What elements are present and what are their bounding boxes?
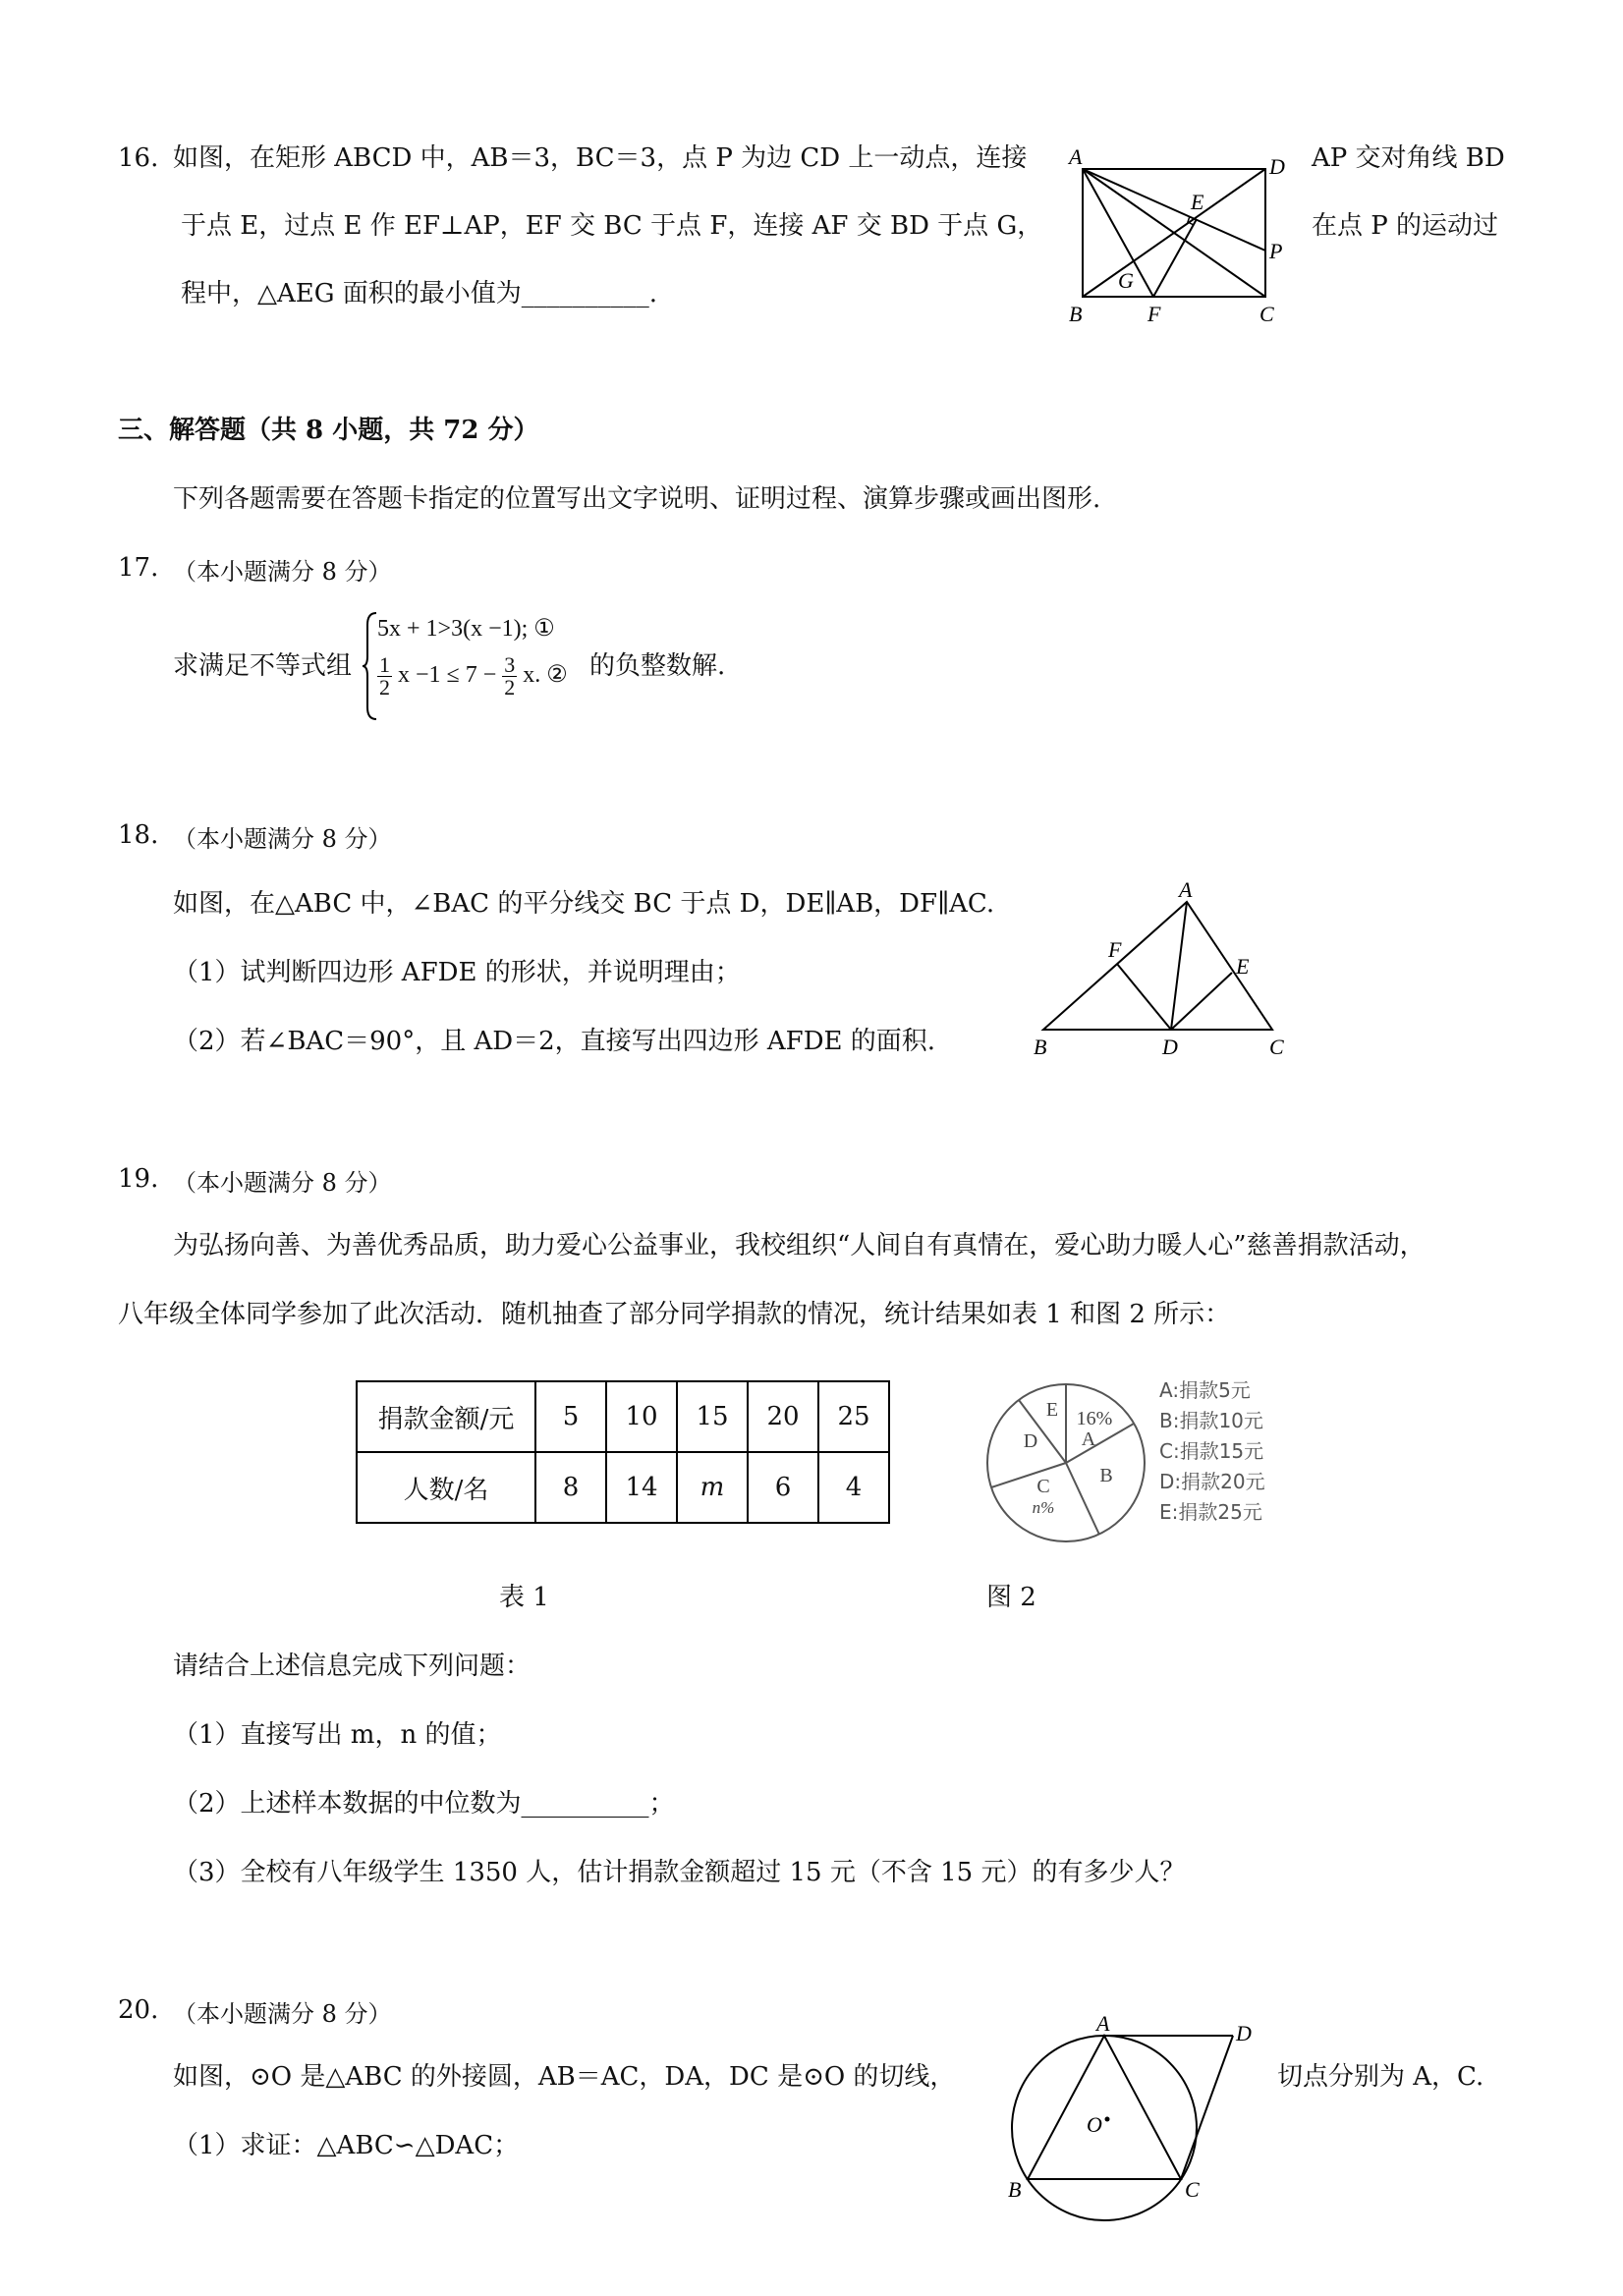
section3-title: 三、解答题（共 8 小题，共 72 分） bbox=[118, 416, 539, 445]
q20-label-O: O bbox=[1087, 2112, 1102, 2137]
q16-label-F: F bbox=[1147, 302, 1161, 326]
q20-score: （本小题满分 8 分） bbox=[173, 2000, 392, 2028]
q20-label-B: B bbox=[1008, 2177, 1022, 2202]
pie-label-b: B bbox=[1099, 1465, 1113, 1486]
table-cell: 25 bbox=[818, 1381, 889, 1452]
q18-intro: 如图，在△ABC 中，∠BAC 的平分线交 BC 于点 D，DE∥AB，DF∥AC. bbox=[173, 889, 995, 919]
q18-number: 18. bbox=[118, 820, 159, 850]
q17-inequality-2-end: x. ② bbox=[523, 662, 568, 689]
q19-figure-caption: 图 2 bbox=[986, 1583, 1036, 1612]
table-cell: 14 bbox=[606, 1452, 677, 1523]
q19-table-caption: 表 1 bbox=[499, 1583, 549, 1612]
pie-label-e: E bbox=[1045, 1399, 1059, 1421]
q19-part2: （2）上述样本数据的中位数为__________； bbox=[173, 1789, 675, 1819]
q16-label-D: D bbox=[1269, 154, 1285, 179]
section3-instruction: 下列各题需要在答题卡指定的位置写出文字说明、证明过程、演算步骤或画出图形. bbox=[173, 484, 1101, 514]
legend-item: E:捐款25元 bbox=[1159, 1500, 1262, 1524]
legend-item: B:捐款10元 bbox=[1159, 1409, 1263, 1432]
q20-intro-right: 切点分别为 A，C. bbox=[1277, 2062, 1484, 2092]
table-cell: 8 bbox=[535, 1452, 606, 1523]
q18-label-F: F bbox=[1108, 937, 1122, 962]
table-header-count: 人数/名 bbox=[357, 1452, 535, 1523]
q19-intro-line2: 八年级全体同学参加了此次活动．随机抽查了部分同学捐款的情况，统计结果如表 1 和图 2 所示： bbox=[118, 1300, 1231, 1329]
table-cell: 15 bbox=[677, 1381, 748, 1452]
q17-inequality-2 bbox=[377, 654, 568, 699]
legend-item: A:捐款5元 bbox=[1159, 1378, 1251, 1402]
q16-label-B: B bbox=[1069, 302, 1083, 326]
q16-label-C: C bbox=[1259, 302, 1274, 326]
legend-item: D:捐款20元 bbox=[1159, 1470, 1265, 1493]
q17-inequality-2-mid: x −1 ≤ 7 − bbox=[398, 662, 497, 689]
q16-rectangle-figure bbox=[1061, 138, 1297, 334]
pie-label-d: D bbox=[1023, 1430, 1038, 1452]
q19-part3: （3）全校有八年级学生 1350 人，估计捐款金额超过 15 元（不含 15 元）的有多少人？ bbox=[173, 1858, 1186, 1887]
q20-label-C: C bbox=[1185, 2177, 1200, 2202]
q20-circle-figure bbox=[992, 2004, 1277, 2230]
q16-number: 16. bbox=[118, 143, 159, 173]
table-cell: 10 bbox=[606, 1381, 677, 1452]
q16-label-P: P bbox=[1269, 239, 1283, 263]
pie-label-a-pct: 16% bbox=[1076, 1408, 1113, 1429]
q18-part1: （1）试判断四边形 AFDE 的形状，并说明理由； bbox=[173, 958, 741, 987]
q16-line2-right: 在点 P 的运动过 bbox=[1312, 211, 1499, 241]
q18-label-E: E bbox=[1236, 954, 1250, 979]
q19-pie-legend bbox=[1159, 1375, 1265, 1528]
q17-suffix: 的负整数解. bbox=[589, 651, 726, 681]
q16-line3: 程中，△AEG 面积的最小值为__________. bbox=[181, 279, 658, 308]
table-row bbox=[357, 1452, 889, 1523]
table-cell: 5 bbox=[535, 1381, 606, 1452]
table-header-amount: 捐款金额/元 bbox=[357, 1381, 535, 1452]
q18-label-D: D bbox=[1162, 1035, 1178, 1059]
pie-label-c-pct: n% bbox=[1032, 1498, 1055, 1517]
q17-inequality-1: 5x + 1>3(x −1); ① bbox=[377, 616, 555, 642]
q18-score: （本小题满分 8 分） bbox=[173, 825, 392, 853]
q19-part1: （1）直接写出 m，n 的值； bbox=[173, 1720, 502, 1750]
q17-fraction-three-halves: $\frac{3}{2}$ bbox=[504, 652, 516, 700]
q16-label-E: E bbox=[1191, 190, 1204, 214]
q20-part1: （1）求证：△ABC∽△DAC； bbox=[173, 2131, 520, 2160]
table-cell: 4 bbox=[818, 1452, 889, 1523]
q17-fraction-half: $\frac{1}{2}$ bbox=[379, 652, 390, 700]
q20-label-A: A bbox=[1096, 2011, 1110, 2036]
q19-number: 19. bbox=[118, 1164, 159, 1194]
q17-prefix: 求满足不等式组 bbox=[173, 651, 353, 681]
pie-label-a: A bbox=[1081, 1428, 1096, 1450]
q17-score: （本小题满分 8 分） bbox=[173, 558, 392, 586]
q16-line1-right: AP 交对角线 BD bbox=[1312, 143, 1505, 173]
table-row bbox=[357, 1381, 889, 1452]
q20-label-D: D bbox=[1236, 2021, 1252, 2045]
q20-number: 20. bbox=[118, 1995, 159, 2025]
legend-item: C:捐款15元 bbox=[1159, 1439, 1264, 1463]
q19-donation-table bbox=[356, 1380, 890, 1524]
q18-part2: （2）若∠BAC＝90°，且 AD＝2，直接写出四边形 AFDE 的面积. bbox=[173, 1027, 936, 1056]
q19-prompt: 请结合上述信息完成下列问题： bbox=[173, 1652, 532, 1681]
q19-score: （本小题满分 8 分） bbox=[173, 1169, 392, 1197]
q19-pie-chart bbox=[982, 1379, 1149, 1546]
q18-label-C: C bbox=[1269, 1035, 1284, 1059]
table-cell: 6 bbox=[748, 1452, 818, 1523]
q16-label-G: G bbox=[1118, 268, 1134, 293]
q18-triangle-figure bbox=[1022, 874, 1307, 1061]
pie-label-c: C bbox=[1036, 1476, 1050, 1497]
table-cell: m bbox=[677, 1452, 748, 1523]
q20-intro: 如图，⊙O 是△ABC 的外接圆，AB＝AC，DA，DC 是⊙O 的切线， bbox=[173, 2062, 956, 2092]
q18-label-B: B bbox=[1034, 1035, 1047, 1059]
q16-line1: 如图，在矩形 ABCD 中，AB＝3，BC＝3，点 P 为边 CD 上一动点，连接 bbox=[173, 143, 1028, 173]
q17-number: 17. bbox=[118, 553, 159, 583]
table-cell: 20 bbox=[748, 1381, 818, 1452]
q16-label-A: A bbox=[1069, 144, 1083, 169]
q19-intro-line1: 为弘扬向善、为善优秀品质，助力爱心公益事业，我校组织“人间自有真情在，爱心助力暖人心”慈善捐款活动， bbox=[173, 1231, 1426, 1260]
q16-line2: 于点 E，过点 E 作 EF⊥AP，EF 交 BC 于点 F，连接 AF 交 BD 于点 G， bbox=[181, 211, 1043, 241]
q18-label-A: A bbox=[1179, 877, 1193, 902]
